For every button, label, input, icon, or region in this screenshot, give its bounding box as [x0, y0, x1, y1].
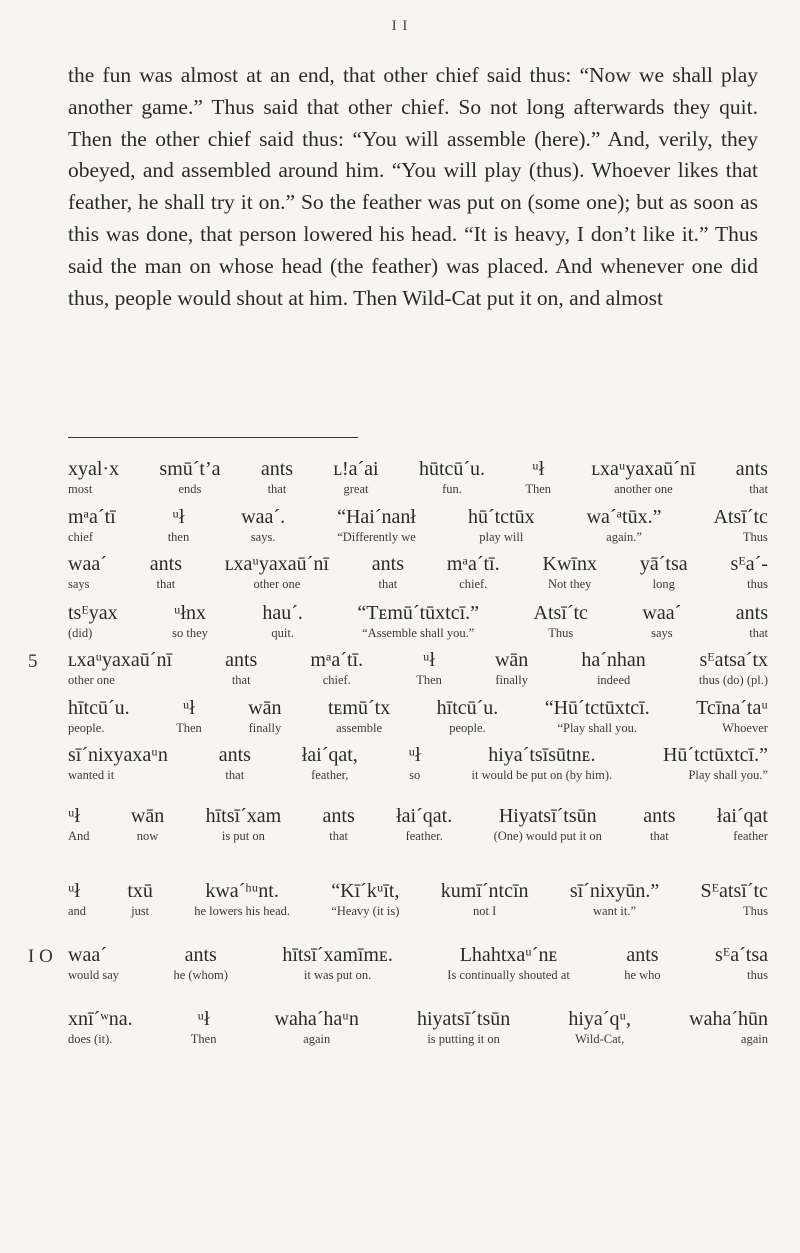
- native-word: ᵘł: [68, 880, 81, 902]
- native-word: łai´qat: [716, 805, 768, 827]
- word-pair: [337, 504, 416, 545]
- word-pair: [323, 803, 355, 844]
- gloss: “Play shall you.: [557, 721, 637, 735]
- native-word: tᴇmū´tx: [327, 697, 391, 719]
- native-word: ants: [184, 944, 217, 966]
- gloss: Thus: [742, 530, 768, 544]
- word-pair: [68, 878, 86, 919]
- gloss: he who: [624, 968, 661, 982]
- word-pair: [159, 456, 220, 497]
- native-word: xyal·x: [68, 458, 120, 480]
- native-word: waha´hūn: [689, 1008, 768, 1030]
- gloss: is put on: [221, 829, 265, 843]
- interlinear-block: [28, 942, 768, 1066]
- gloss: ends: [178, 482, 202, 496]
- native-word: ants: [626, 944, 659, 966]
- interlinear-row: [68, 456, 768, 504]
- interlinear-row: [68, 1006, 768, 1066]
- word-pair: [468, 504, 535, 545]
- word-pair: [581, 647, 645, 688]
- native-word: hiya´tsīsūtnᴇ.: [488, 744, 596, 766]
- native-word: ᵘł: [422, 649, 436, 671]
- gloss: “Differently we: [337, 530, 416, 544]
- gloss: Not they: [548, 577, 592, 591]
- native-word: ᵘł: [182, 697, 195, 719]
- interlinear-row: [68, 803, 768, 878]
- native-word: “Kī´kᵘīt,: [331, 880, 400, 902]
- gloss: finally: [248, 721, 282, 735]
- interlinear-row: [68, 504, 768, 551]
- native-word: yā´tsa: [639, 553, 688, 575]
- native-word: tsᴱyax: [68, 602, 118, 624]
- word-pair: [328, 695, 390, 736]
- line-number: I O: [28, 946, 53, 967]
- section-divider: [68, 437, 358, 438]
- gloss: long: [652, 577, 675, 591]
- word-pair: [495, 647, 528, 688]
- gloss: not I: [473, 904, 497, 918]
- word-pair: [731, 551, 768, 592]
- gloss: that: [225, 768, 245, 782]
- word-pair: [587, 504, 662, 545]
- gloss: says: [651, 626, 673, 640]
- gloss: other one: [253, 577, 301, 591]
- gloss: Play shall you.”: [688, 768, 768, 782]
- word-pair: [333, 456, 378, 497]
- word-pair: [591, 456, 695, 497]
- interlinear-row: [68, 551, 768, 600]
- word-pair: [534, 600, 588, 641]
- gloss: now: [136, 829, 159, 843]
- native-word: hau´.: [262, 602, 303, 624]
- word-pair: [68, 647, 172, 688]
- native-word: sᴱa´-: [730, 553, 768, 575]
- word-pair: [568, 1006, 631, 1047]
- interlinear-row: [68, 695, 768, 742]
- word-pair: [191, 1006, 217, 1047]
- word-pair: [419, 456, 485, 497]
- native-word: ʟxaᵘyaxaū´nī: [224, 553, 329, 575]
- native-word: mᵃa´tī.: [446, 553, 500, 575]
- native-word: hītsī´xam: [205, 805, 282, 827]
- gloss: that: [156, 577, 176, 591]
- word-pair: [331, 878, 399, 919]
- word-pair: [643, 803, 675, 844]
- gloss: feather.: [405, 829, 443, 843]
- native-word: ᵘł: [197, 1008, 210, 1030]
- native-word: mᵃa´tī.: [310, 649, 364, 671]
- gloss: Then: [525, 482, 552, 496]
- word-pair: [701, 878, 768, 919]
- gloss: again.”: [606, 530, 642, 544]
- native-word: hiyatsī´tsūn: [416, 1008, 511, 1030]
- word-pair: [68, 504, 116, 545]
- gloss: that: [749, 482, 768, 496]
- gloss: Then: [190, 1032, 217, 1046]
- gloss: play will: [479, 530, 524, 544]
- native-word: ants: [643, 805, 676, 827]
- word-pair: [396, 803, 452, 844]
- word-pair: [689, 1006, 768, 1047]
- gloss: does (it).: [68, 1032, 113, 1046]
- word-pair: [131, 803, 164, 844]
- native-word: “Hai´nanł: [337, 506, 416, 528]
- native-word: sᴱa´tsa: [715, 944, 768, 966]
- word-pair: [441, 878, 529, 919]
- gloss: Thus: [742, 904, 768, 918]
- word-pair: [736, 456, 768, 497]
- gloss: people.: [449, 721, 486, 735]
- native-word: Hiyatsī´tsūn: [498, 805, 597, 827]
- word-pair: [68, 695, 130, 736]
- word-pair: [372, 551, 404, 592]
- translation-text: the fun was almost at an end, that other chief said thus: “Now we shall play another game.” Thus said that other chief. So not long afterwards they quit. Then the other chief said thus: “You will assemble (here).” And, verily, they obeyed, and assembled around him. “You will play (thus). Whoever likes that feather, he shall try it on.” So the feather was put on (some one); but as soon as this was done, that person lowered his head. “It is heavy, I don’t like it.” Thus said the man on whose head (the feather) was placed. And whenever one did thus, people would shout at him. Then Wild-Cat put it on, and almost: [68, 63, 758, 310]
- word-pair: [417, 1006, 510, 1047]
- gloss: again: [740, 1032, 768, 1046]
- native-word: ants: [735, 602, 768, 624]
- word-pair: [543, 551, 597, 592]
- word-pair: [437, 695, 499, 736]
- gloss: chief: [68, 530, 93, 544]
- gloss: (did): [68, 626, 93, 640]
- native-word: Lhahtxaᵘ´nᴇ: [459, 944, 558, 966]
- native-word: txū: [127, 880, 153, 902]
- native-word: Atsī´tc: [533, 602, 588, 624]
- native-word: xnī´ʷna.: [68, 1008, 133, 1030]
- word-pair: [715, 942, 768, 983]
- native-word: waa´.: [241, 506, 286, 528]
- interlinear-row: [68, 742, 768, 803]
- gloss: “Assemble shall you.”: [362, 626, 475, 640]
- gloss: so they: [172, 626, 208, 640]
- gloss: says: [68, 577, 90, 591]
- gloss: he (whom): [173, 968, 228, 982]
- word-pair: [68, 942, 119, 983]
- native-word: ᵘł: [408, 744, 421, 766]
- native-word: łai´qat.: [396, 805, 453, 827]
- gloss: Then: [416, 673, 442, 687]
- gloss: quit.: [271, 626, 294, 640]
- native-word: hū´tctūx: [467, 506, 535, 528]
- native-word: wān: [494, 649, 529, 671]
- native-word: Kwīnx: [542, 553, 597, 575]
- native-word: sī´nixyūn.”: [569, 880, 660, 902]
- native-word: ants: [371, 553, 405, 575]
- gloss: Thus: [548, 626, 574, 640]
- native-word: waa´: [68, 944, 107, 966]
- interlinear-block: [28, 647, 768, 942]
- word-pair: [494, 803, 602, 844]
- word-pair: [241, 504, 285, 545]
- word-pair: [447, 551, 500, 592]
- native-word: ants: [218, 744, 251, 766]
- native-word: “Tᴇmū´tūxtcī.”: [357, 602, 480, 624]
- interlinear-row: [68, 600, 768, 647]
- gloss: that: [378, 577, 398, 591]
- interlinear-row: [68, 878, 768, 942]
- native-word: ʟ!a´ai: [333, 458, 379, 480]
- native-word: ants: [225, 649, 258, 671]
- word-pair: [310, 647, 363, 688]
- word-pair: [525, 456, 551, 497]
- native-word: Sᴱatsī´tc: [700, 880, 768, 902]
- native-word: hūtcū´u.: [418, 458, 486, 480]
- gloss: want it.”: [593, 904, 637, 918]
- native-word: wān: [130, 805, 165, 827]
- gloss: so: [409, 768, 421, 782]
- word-pair: [219, 742, 251, 783]
- native-word: ʟxaᵘyaxaū´nī: [68, 649, 172, 671]
- word-pair: [176, 695, 202, 736]
- gloss: finally: [495, 673, 528, 687]
- word-pair: [663, 742, 768, 783]
- gloss: says.: [250, 530, 276, 544]
- native-word: wān: [248, 697, 282, 719]
- native-word: waha´haᵘn: [274, 1008, 359, 1030]
- gloss: just: [131, 904, 150, 918]
- native-word: ants: [735, 458, 768, 480]
- word-pair: [150, 551, 182, 592]
- gloss: wanted it: [68, 768, 115, 782]
- native-word: hītsī´xamīmᴇ.: [282, 944, 393, 966]
- word-pair: [225, 647, 257, 688]
- interlinear-text: [28, 456, 768, 1066]
- gloss: And: [68, 829, 90, 843]
- gloss: other one: [68, 673, 115, 687]
- native-word: ants: [260, 458, 294, 480]
- native-word: ᵘłnx: [173, 602, 207, 624]
- native-word: ha´nhan: [581, 649, 646, 671]
- native-word: łai´qat,: [301, 744, 358, 766]
- word-pair: [261, 456, 293, 497]
- word-pair: [472, 742, 613, 783]
- word-pair: [225, 551, 329, 592]
- native-word: hītcū´u.: [68, 697, 130, 719]
- word-pair: [302, 742, 358, 783]
- word-pair: [282, 942, 393, 983]
- page-number: I I: [391, 18, 409, 34]
- gloss: chief.: [459, 577, 488, 591]
- native-word: wa´ᵃtūx.”: [586, 506, 662, 528]
- word-pair: [713, 504, 767, 545]
- gloss: and: [68, 904, 87, 918]
- native-word: sᴱatsa´tx: [699, 649, 768, 671]
- word-pair: [194, 878, 290, 919]
- word-pair: [624, 942, 660, 983]
- gloss: that: [267, 482, 287, 496]
- gloss: that: [231, 673, 251, 687]
- word-pair: [696, 695, 768, 736]
- gloss: Whoever: [722, 721, 768, 735]
- gloss: that: [329, 829, 349, 843]
- interlinear-block: [68, 456, 768, 647]
- gloss: another one: [614, 482, 673, 496]
- word-pair: [416, 647, 442, 688]
- native-word: ants: [149, 553, 182, 575]
- word-pair: [68, 551, 107, 592]
- word-pair: [127, 878, 153, 919]
- word-pair: [248, 695, 281, 736]
- gloss: great: [343, 482, 369, 496]
- word-pair: [68, 600, 118, 641]
- gloss: is putting it on: [427, 1032, 500, 1046]
- native-word: waa´: [68, 553, 107, 575]
- word-pair: [262, 600, 303, 641]
- word-pair: [640, 551, 688, 592]
- native-word: Tcīna´taᵘ: [696, 697, 768, 719]
- word-pair: [68, 1006, 133, 1047]
- gloss: feather,: [311, 768, 349, 782]
- native-word: kwa´ʰᵘnt.: [205, 880, 279, 902]
- gloss: it was put on.: [303, 968, 372, 982]
- gloss: chief.: [322, 673, 351, 687]
- native-word: hītcū´u.: [436, 697, 499, 719]
- gloss: then: [167, 530, 190, 544]
- interlinear-row: [68, 647, 768, 695]
- word-pair: [68, 456, 119, 497]
- gloss: it would be put on (by him).: [471, 768, 613, 782]
- word-pair: [545, 695, 650, 736]
- word-pair: [736, 600, 768, 641]
- gloss: thus: [747, 577, 768, 591]
- word-pair: [409, 742, 421, 783]
- native-word: waa´: [642, 602, 682, 624]
- gloss: (One) would put it on: [493, 829, 602, 843]
- native-word: ants: [322, 805, 355, 827]
- word-pair: [642, 600, 681, 641]
- gloss: “Heavy (it is): [331, 904, 400, 918]
- word-pair: [172, 600, 208, 641]
- word-pair: [699, 647, 768, 688]
- gloss: assemble: [336, 721, 382, 735]
- gloss: he lowers his head.: [194, 904, 290, 918]
- gloss: most: [68, 482, 93, 496]
- native-word: Hū´tctūxtcī.”: [662, 744, 768, 766]
- native-word: mᵃa´tī: [68, 506, 116, 528]
- interlinear-row: [68, 942, 768, 1006]
- gloss: Is continually shouted at: [447, 968, 570, 982]
- word-pair: [717, 803, 768, 844]
- native-word: Atsī´tc: [713, 506, 768, 528]
- gloss: that: [650, 829, 669, 843]
- word-pair: [275, 1006, 359, 1047]
- gloss: people.: [68, 721, 105, 735]
- native-word: hiya´qᵘ,: [568, 1008, 632, 1030]
- line-number: 5: [28, 651, 38, 672]
- word-pair: [68, 803, 90, 844]
- gloss: feather: [733, 829, 768, 843]
- native-word: smū´t’a: [159, 458, 221, 480]
- word-pair: [570, 878, 659, 919]
- gloss: again: [303, 1032, 331, 1046]
- gloss: indeed: [596, 673, 631, 687]
- native-word: ᵘł: [68, 805, 81, 827]
- gloss: Wild-Cat,: [575, 1032, 625, 1046]
- native-word: “Hū´tctūxtcī.: [544, 697, 650, 719]
- word-pair: [173, 942, 228, 983]
- native-word: kumī´ntcīn: [440, 880, 529, 902]
- native-word: sī´nixyaxaᵘn: [68, 744, 168, 766]
- gloss: that: [749, 626, 768, 640]
- native-word: ʟxaᵘyaxaū´nī: [591, 458, 696, 480]
- gloss: would say: [68, 968, 120, 982]
- word-pair: [68, 742, 168, 783]
- word-pair: [168, 504, 190, 545]
- word-pair: [206, 803, 282, 844]
- word-pair: [447, 942, 570, 983]
- word-pair: [357, 600, 479, 641]
- gloss: thus: [747, 968, 768, 982]
- gloss: fun.: [442, 482, 462, 496]
- native-word: ᵘł: [532, 458, 545, 480]
- gloss: thus (do) (pl.): [698, 673, 768, 687]
- native-word: ᵘł: [172, 506, 185, 528]
- gloss: Then: [176, 721, 202, 735]
